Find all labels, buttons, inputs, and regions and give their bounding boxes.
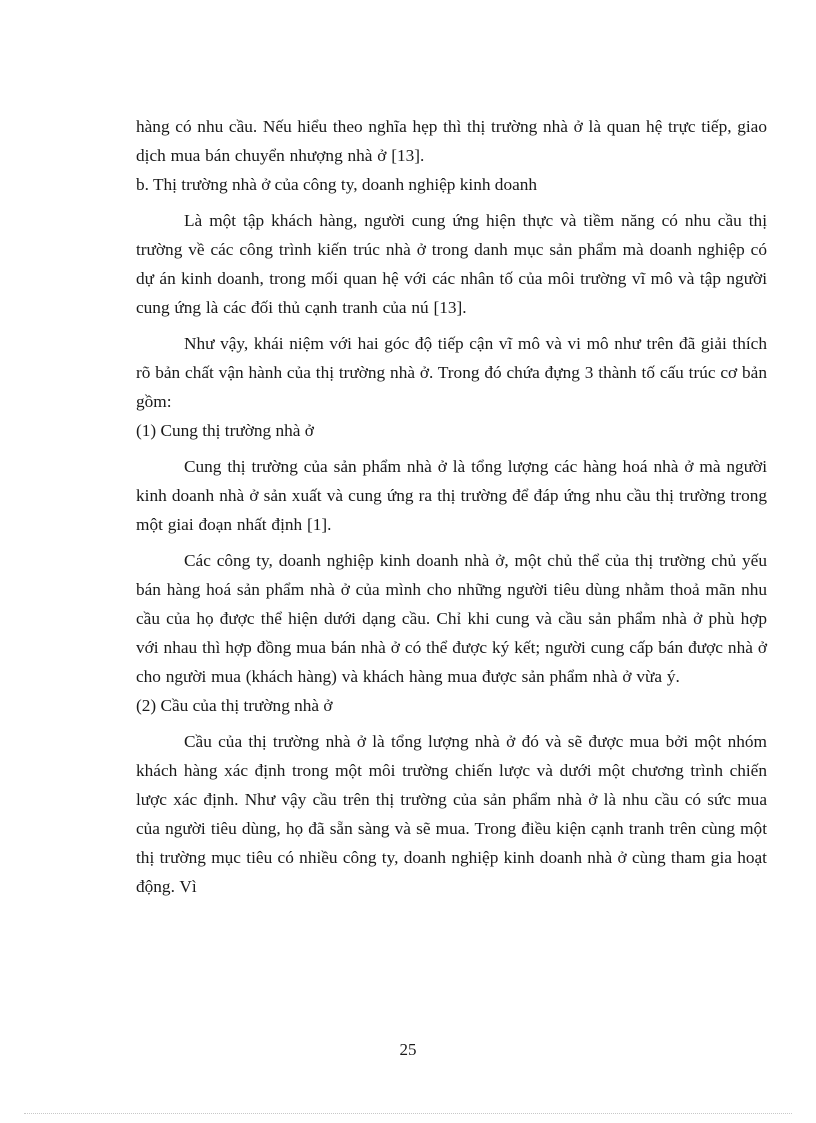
subheading-supply: (1) Cung thị trường nhà ở (136, 421, 314, 440)
paragraph-demand: Cầu của thị trường nhà ở là tổng lượng nhà ở đó và sẽ được mua bởi một nhóm khách hàng xác định trong một môi trường chiến lược và dưới một chương trình chiến lược xác định. Như vậy cầu trên thị trường của sản phẩm nhà ở là nhu cầu có sức mua của người tiêu dùng, họ đã sẵn sàng và sẽ mua. Trong điều kiện cạnh tranh trên cùng một thị trường mục tiêu có nhiều công ty, doanh nghiệp kinh doanh nhà ở cùng tham gia hoạt động. Vì (136, 732, 767, 896)
page-number: 25 (399, 1040, 417, 1059)
paragraph-continued: hàng có nhu cầu. Nếu hiểu theo nghĩa hẹp thì thị trường nhà ở là quan hệ trực tiếp, giao dịch mua bán chuyển nhượng nhà ở [13]. (136, 117, 767, 165)
paragraph-supply: Cung thị trường của sản phẩm nhà ở là tổng lượng các hàng hoá nhà ở mà người kinh doanh nhà ở sản xuất và cung ứng ra thị trường để đáp ứng nhu cầu thị trường trong một giai đoạn nhất định [1]. (136, 457, 767, 534)
paragraph-market-definition: Là một tập khách hàng, người cung ứng hiện thực và tiềm năng có nhu cầu thị trường về các công trình kiến trúc nhà ở trong danh mục sản phẩm mà doanh nghiệp có dự án kinh doanh, trong mối quan hệ với các nhân tố của môi trường vĩ mô và tập người cung ứng là các đối thủ cạnh tranh của nú [13]. (136, 211, 767, 317)
paragraph-companies: Các công ty, doanh nghiệp kinh doanh nhà ở, một chủ thể của thị trường chủ yếu bán hàng hoá sản phẩm nhà ở của mình cho những người tiêu dùng nhằm thoả mãn nhu cầu của họ được thể hiện dưới dạng cầu. Chỉ khi cung và cầu sản phẩm nhà ở phù hợp với nhau thì hợp đồng mua bán nhà ở có thể được ký kết; người cung cấp bán được nhà ở cho người mua (khách hàng) và khách hàng mua được sản phẩm nhà ở vừa ý. (136, 551, 767, 686)
subheading-demand: (2) Cầu của thị trường nhà ở (136, 696, 333, 715)
paragraph-concept-summary: Như vậy, khái niệm với hai góc độ tiếp cận vĩ mô và vi mô như trên đã giải thích rõ bản chất vận hành của thị trường nhà ở. Trong đó chứa đựng 3 thành tố cấu trúc cơ bản gồm: (136, 334, 767, 411)
section-heading-b: b. Thị trường nhà ở của công ty, doanh nghiệp kinh doanh (136, 175, 538, 194)
document-body (136, 112, 767, 901)
page-bottom-divider (24, 1113, 792, 1114)
